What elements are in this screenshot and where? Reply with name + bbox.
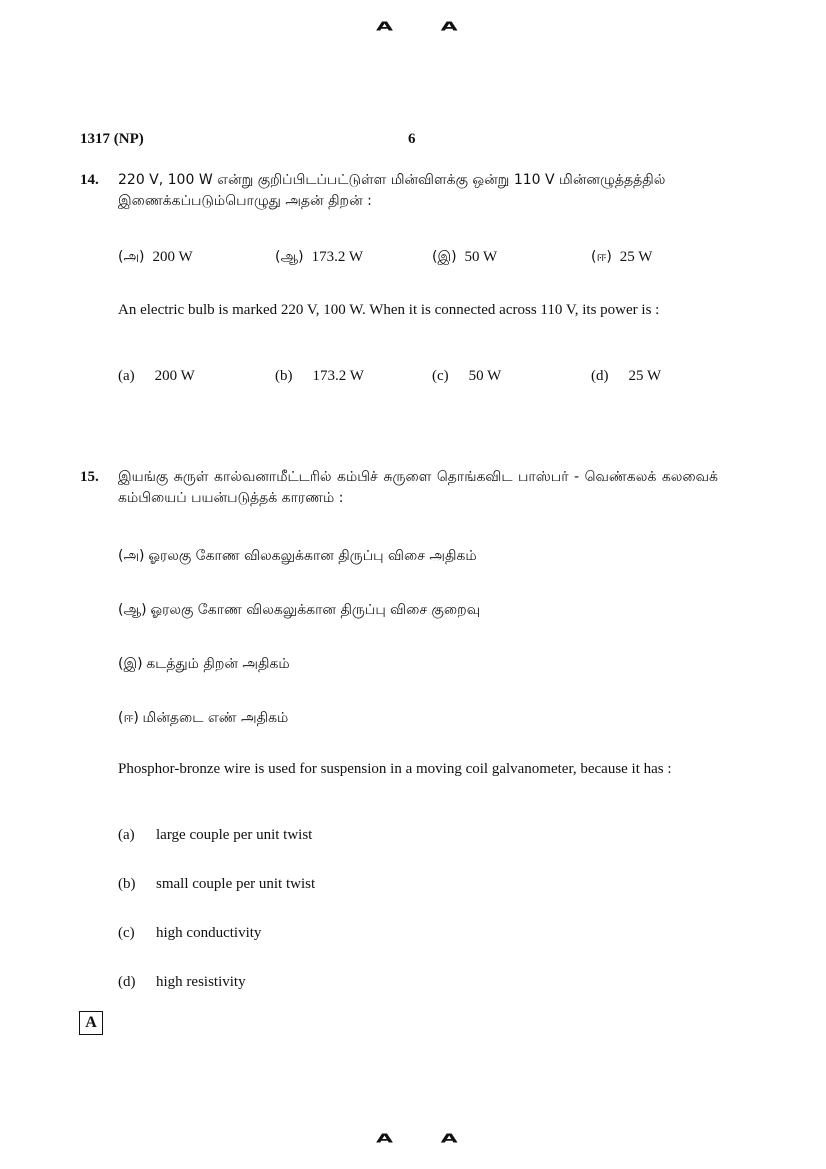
question-15-english-option-b	[118, 876, 315, 893]
option-row-item	[432, 249, 497, 267]
option-row-item	[432, 368, 501, 385]
option-text: 200 W	[152, 249, 193, 265]
option-row-item	[118, 368, 195, 385]
option-text: high resistivity	[156, 974, 246, 990]
option-label: (a)	[118, 368, 135, 384]
question-14-english-options	[118, 368, 718, 388]
question-15-tamil-option-c	[118, 654, 290, 675]
question-15-tamil-text: இயங்கு சுருள் கால்வனாமீட்டரில் கம்பிச் சுருளை தொங்கவிட பாஸ்பர் - வெண்கலக் கலவைக் கம்பியைப் பயன்படுத்தக் காரணம் :	[118, 469, 718, 506]
question-number-14: 14.	[80, 172, 99, 188]
option-text: 25 W	[628, 368, 662, 384]
option-label: (ஆ)	[275, 249, 304, 265]
option-text: மின்தடை எண் அதிகம்	[142, 710, 289, 726]
option-label: (d)	[118, 974, 136, 990]
page-number: 6	[408, 131, 416, 147]
option-row-item	[275, 249, 363, 267]
option-label: (அ)	[118, 548, 145, 564]
option-label: (அ)	[118, 249, 145, 265]
option-text: ஓரலகு கோண விலகலுக்கான திருப்பு விசை அதிகம்	[148, 548, 477, 564]
option-text: small couple per unit twist	[156, 876, 316, 892]
option-text: 25 W	[619, 249, 653, 265]
option-row-item	[275, 368, 364, 385]
question-15-tamil-option-d	[118, 708, 288, 729]
option-label: (இ)	[118, 656, 143, 672]
question-15-english-text: Phosphor-bronze wire is used for suspension in a moving coil galvanometer, because it has :	[118, 761, 672, 777]
option-label: (ஈ)	[118, 710, 139, 726]
question-15-english-option-a	[118, 827, 312, 844]
top-registration-mark: A A	[376, 19, 478, 34]
option-text: கடத்தும் திறன் அதிகம்	[146, 656, 290, 672]
option-label: (c)	[118, 925, 135, 941]
question-15-english-option-d	[118, 974, 246, 991]
question-14-english-text: An electric bulb is marked 220 V, 100 W. When it is connected across 110 V, its power is :	[118, 302, 660, 318]
option-text: ஓரலகு கோண விலகலுக்கான திருப்பு விசை குறைவு	[150, 602, 481, 618]
option-label: (ஆ)	[118, 602, 147, 618]
option-label: (c)	[432, 368, 449, 384]
option-label: (b)	[118, 876, 136, 892]
option-label: (இ)	[432, 249, 457, 265]
question-15-tamil-option-b	[118, 600, 480, 621]
option-label: (b)	[275, 368, 293, 384]
option-row-item	[591, 368, 661, 385]
bottom-registration-mark: A A	[376, 1131, 478, 1146]
question-14-tamil-text: 220 V, 100 W என்று குறிப்பிடப்பட்டுள்ள மின்விளக்கு ஒன்று 110 V மின்னழுத்தத்தில் இணைக்கப்படும்பொழுது அதன் திறன் :	[118, 172, 666, 209]
option-text: 173.2 W	[312, 368, 364, 384]
option-label: (ஈ)	[591, 249, 612, 265]
option-row-item	[118, 249, 193, 267]
option-text: 173.2 W	[311, 249, 364, 265]
option-label: (d)	[591, 368, 609, 384]
question-15-tamil-option-a	[118, 546, 477, 567]
option-text: 50 W	[468, 368, 502, 384]
question-15-english-option-c	[118, 925, 261, 942]
option-text: high conductivity	[156, 925, 262, 941]
option-row-item	[591, 249, 652, 267]
question-14-tamil-options	[118, 249, 718, 269]
option-text: large couple per unit twist	[156, 827, 313, 843]
question-number-15: 15.	[80, 469, 99, 485]
option-text: 50 W	[464, 249, 498, 265]
exam-code: 1317 (NP)	[80, 131, 144, 147]
series-box: A	[79, 1011, 103, 1035]
option-label: (a)	[118, 827, 135, 843]
option-text: 200 W	[154, 368, 195, 384]
